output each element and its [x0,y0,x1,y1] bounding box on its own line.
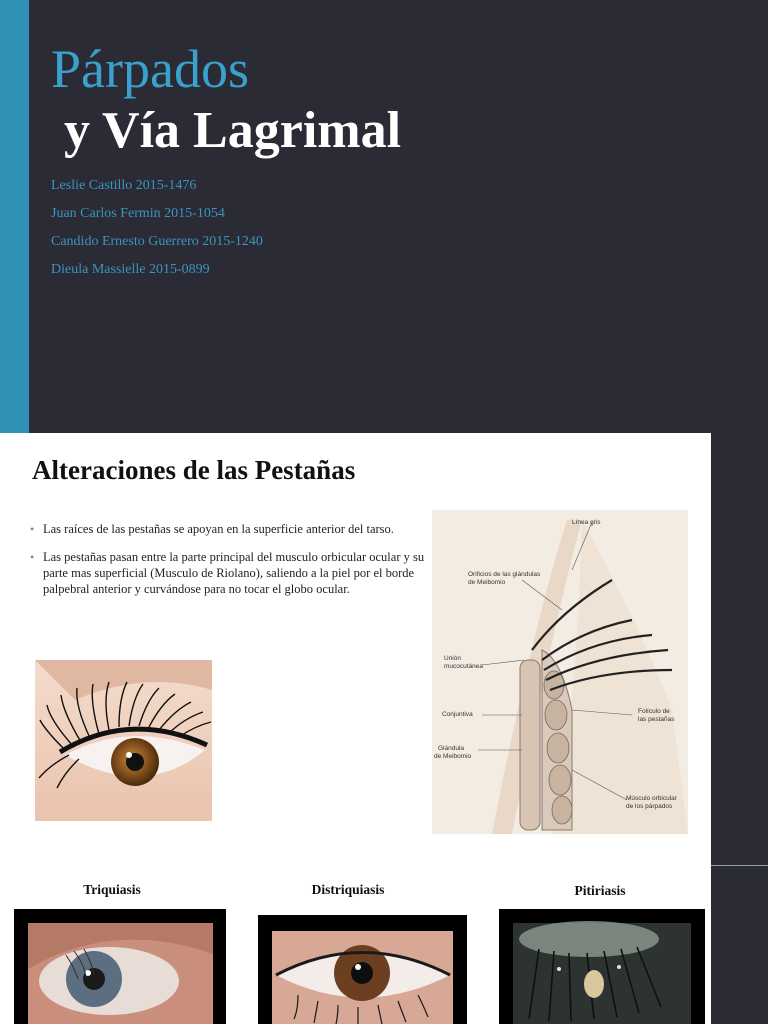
eyelash-photo [35,660,212,821]
author-list [51,176,263,288]
author-item: Leslie Castillo 2015-1476 [51,178,197,193]
author-item: Juan Carlos Fermin 2015-1054 [51,206,225,221]
diagram-label: de Meibomio [468,579,506,586]
title-slide [0,0,768,433]
slide-edge-divider [711,865,768,866]
distriquiasis-eye-icon [258,915,467,1024]
author-item: Dieula Massielle 2015-0899 [51,262,210,277]
diagram-label: Línea gris [572,519,601,526]
diagram-label: las pestañas [638,716,675,723]
diagram-label: Orificios de las glándulas [468,571,541,578]
slide-title: Párpados [51,39,249,99]
slide-heading: Alteraciones de las Pestañas [32,455,356,485]
author-item: Candido Ernesto Guerrero 2015-1240 [51,234,263,249]
accent-bar [0,0,29,433]
pitiriasis-photo [499,909,705,1024]
bullet-text: Las pestañas pasan entre la parte principal del musculo orbicular ocular y su parte mas superficial (Musculo de Riolano), saliendo a la piel por el borde palpebral anterior y curvándose para no tocar el globo ocular. [43,550,425,596]
diagram-label: Unión [444,655,461,662]
triquiasis-eye-icon [14,909,226,1024]
bullet-dot-icon: • [30,522,35,536]
condition-label-pitiriasis: Pitiriasis [574,883,626,898]
eyelid-anatomy-diagram [432,510,688,834]
slide-subtitle: y Vía Lagrimal [64,102,402,159]
diagram-label: mucocutánea [444,663,484,670]
diagram-label: de los párpados [626,803,673,810]
diagram-label: Folículo de [638,708,670,715]
bullet-item [30,521,430,537]
distriquiasis-photo [258,915,467,1024]
condition-label-triquiasis: Triquiasis [83,882,141,897]
diagram-label: Glándula [438,745,465,752]
diagram-label: Conjuntiva [442,711,473,718]
bullet-text: Las raíces de las pestañas se apoyan en la superficie anterior del tarso. [43,522,394,536]
diagram-label: Músculo orbicular [626,795,677,802]
bullet-item [30,549,430,597]
triquiasis-photo [14,909,226,1024]
bullet-list [30,521,430,609]
condition-label-distriquiasis: Distriquiasis [311,882,385,897]
pitiriasis-lashes-icon [499,909,705,1024]
bullet-dot-icon: • [30,550,35,564]
content-slide [0,433,711,1024]
diagram-label: de Meibomio [434,753,472,760]
